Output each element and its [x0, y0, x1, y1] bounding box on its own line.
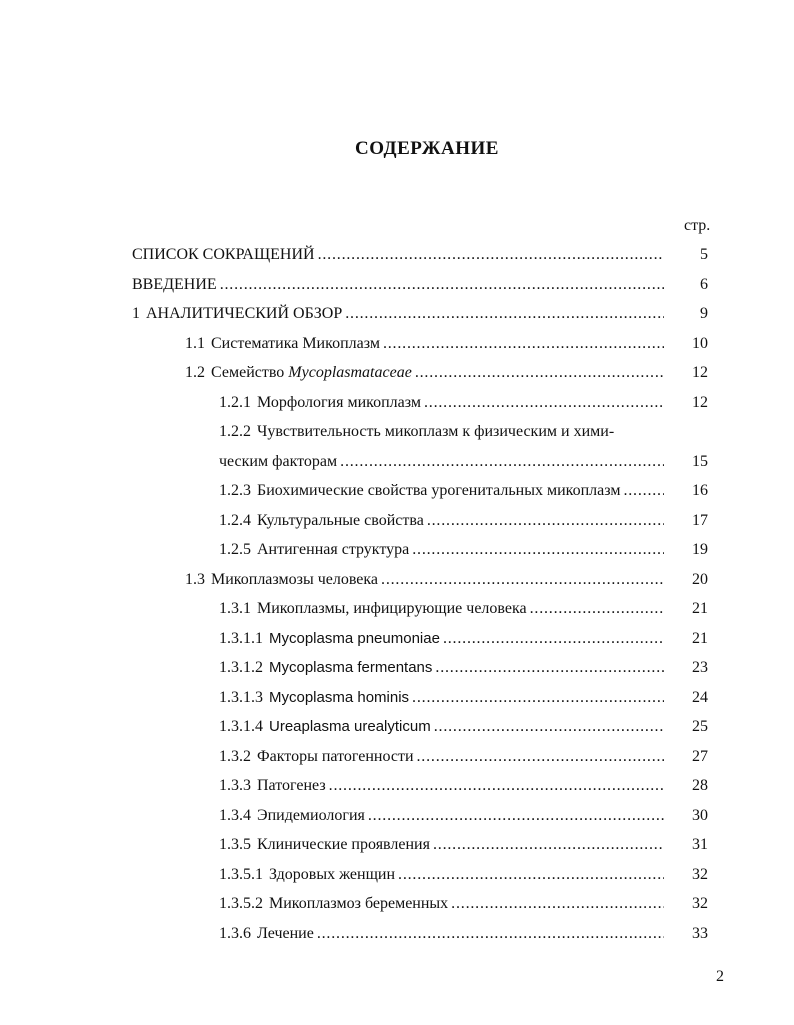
toc-leader: [412, 358, 664, 388]
page-title: СОДЕРЖАНИЕ: [355, 138, 499, 159]
toc-label: Микоплазмы, инфицирующие человека: [257, 600, 527, 617]
toc-number: 1.3.5.1: [219, 865, 263, 883]
toc-page: 6: [700, 275, 708, 293]
toc-row[interactable]: [0, 299, 794, 329]
toc-row[interactable]: [0, 329, 794, 359]
toc-label: ВВЕДЕНИЕ: [132, 275, 217, 293]
toc-leader: [409, 683, 664, 713]
toc-label: Чувствительность микоплазм к физическим и хими-: [257, 423, 615, 440]
toc-number: 1.2: [185, 364, 205, 381]
toc-leader: [440, 624, 664, 654]
toc-number: 1.1: [185, 334, 205, 352]
toc-row[interactable]: [0, 535, 794, 565]
toc-page: 15: [692, 452, 708, 470]
toc-label: Ureaplasma urealyticum: [269, 718, 431, 735]
toc-label: Mycoplasma fermentans: [269, 659, 433, 676]
toc-label: Лечение: [257, 924, 314, 942]
toc-label: Микоплазмоз беременных: [269, 895, 449, 912]
toc-label: Патогенез: [257, 777, 326, 794]
toc-page: 5: [700, 246, 708, 263]
toc-leader: [314, 919, 664, 949]
toc-number: 1.3.1.1: [219, 629, 263, 647]
toc-number: 1.2.3: [219, 482, 251, 499]
toc-page: 23: [692, 659, 708, 676]
toc-page: 10: [692, 334, 708, 352]
toc-label: Факторы патогенности: [257, 747, 414, 765]
toc-label: [211, 358, 412, 388]
toc-label: АНАЛИТИЧЕСКИЙ ОБЗОР: [146, 305, 343, 322]
toc-page: 27: [692, 747, 708, 765]
toc-page: 31: [692, 836, 708, 853]
toc-row[interactable]: [0, 624, 794, 654]
toc-label: Биохимические свойства урогенитальных микоплазм: [257, 482, 621, 499]
toc-number: 1.3: [185, 570, 205, 588]
toc-leader: [430, 830, 664, 860]
toc-number: 1.3.4: [219, 806, 251, 824]
toc-row[interactable]: [0, 830, 794, 860]
toc-leader: [326, 771, 664, 801]
toc-leader: [409, 535, 664, 565]
toc-page: 19: [692, 541, 708, 558]
toc-row[interactable]: [0, 801, 794, 831]
toc-label: Mycoplasma pneumoniae: [269, 629, 440, 647]
page-column-label: стр.: [684, 217, 711, 234]
toc-page: 30: [692, 806, 708, 824]
toc-row[interactable]: [0, 417, 794, 447]
toc-row[interactable]: [0, 565, 794, 595]
toc-leader: [315, 240, 664, 270]
toc-number: 1.3.1.2: [219, 659, 263, 676]
toc-row[interactable]: [0, 476, 794, 506]
toc-number: 1.3.2: [219, 747, 251, 765]
toc-leader: [217, 270, 664, 300]
toc-label-prefix: Семейство: [211, 364, 289, 381]
toc-page: 20: [692, 570, 708, 588]
toc-leader: [431, 712, 664, 742]
toc-label-italic: Mycoplasmataceae: [288, 364, 412, 381]
toc-page: 25: [692, 718, 708, 735]
toc-row[interactable]: [0, 240, 794, 270]
toc-leader: [365, 801, 664, 831]
toc-number: 1.3.1.4: [219, 718, 263, 735]
toc-leader: [378, 565, 664, 595]
toc-row[interactable]: [0, 388, 794, 418]
toc-page: 32: [692, 895, 708, 912]
toc-leader: [432, 653, 664, 683]
toc-page: 9: [700, 305, 708, 322]
toc-row[interactable]: [0, 594, 794, 624]
toc-label: Эпидемиология: [257, 806, 365, 824]
toc-row[interactable]: [0, 889, 794, 919]
toc-page: 17: [692, 511, 708, 529]
toc-page: 32: [692, 865, 708, 883]
toc-leader: [527, 594, 664, 624]
toc-number: 1.2.4: [219, 511, 251, 529]
toc-page: 12: [692, 364, 708, 381]
toc-number: 1.3.3: [219, 777, 251, 794]
toc-row[interactable]: [0, 771, 794, 801]
toc-row[interactable]: [0, 860, 794, 890]
toc-label: Клинические проявления: [257, 836, 430, 853]
toc-number: 1.2.5: [219, 541, 251, 558]
toc-number: 1.2.1: [219, 393, 251, 411]
toc-label: Антигенная структура: [257, 541, 410, 558]
table-of-contents: [0, 240, 794, 948]
toc-row-continuation[interactable]: [0, 447, 794, 477]
toc-page: 21: [692, 629, 708, 647]
toc-label-continuation: ческим факторам: [219, 452, 338, 470]
toc-leader: [337, 447, 664, 477]
toc-leader: [424, 506, 664, 536]
toc-leader: [414, 742, 665, 772]
toc-leader: [448, 889, 664, 919]
toc-leader: [380, 329, 664, 359]
toc-row[interactable]: [0, 742, 794, 772]
toc-label: Здоровых женщин: [269, 865, 396, 883]
toc-row[interactable]: [0, 270, 794, 300]
toc-page: 21: [692, 600, 708, 617]
toc-label: Микоплазмозы человека: [211, 570, 379, 588]
toc-label: Культуральные свойства: [257, 511, 424, 529]
toc-row[interactable]: [0, 358, 794, 388]
toc-number: 1.3.6: [219, 924, 251, 942]
toc-page: 12: [692, 393, 708, 411]
toc-number: 1: [132, 305, 140, 322]
toc-label: СПИСОК СОКРАЩЕНИЙ: [132, 246, 315, 263]
toc-leader: [421, 388, 664, 418]
toc-row[interactable]: [0, 712, 794, 742]
toc-page: 28: [692, 777, 708, 794]
toc-label: Морфология микоплазм: [257, 393, 421, 411]
toc-row[interactable]: [0, 919, 794, 949]
toc-label: Mycoplasma hominis: [269, 688, 410, 706]
page-number: 2: [716, 968, 724, 985]
toc-label: Систематика Микоплазм: [211, 334, 380, 352]
toc-leader: [342, 299, 664, 329]
toc-row[interactable]: [0, 506, 794, 536]
toc-number: 1.3.5.2: [219, 895, 263, 912]
toc-row[interactable]: [0, 653, 794, 683]
toc-number: 1.3.1.3: [219, 688, 263, 706]
toc-number: 1.3.1: [219, 600, 251, 617]
toc-page: 16: [692, 482, 708, 499]
toc-leader: [620, 476, 664, 506]
toc-number: 1.2.2: [219, 423, 251, 440]
toc-leader: [395, 860, 664, 890]
toc-row[interactable]: [0, 683, 794, 713]
toc-number: 1.3.5: [219, 836, 251, 853]
toc-page: 33: [692, 924, 708, 942]
toc-page: 24: [692, 688, 708, 706]
